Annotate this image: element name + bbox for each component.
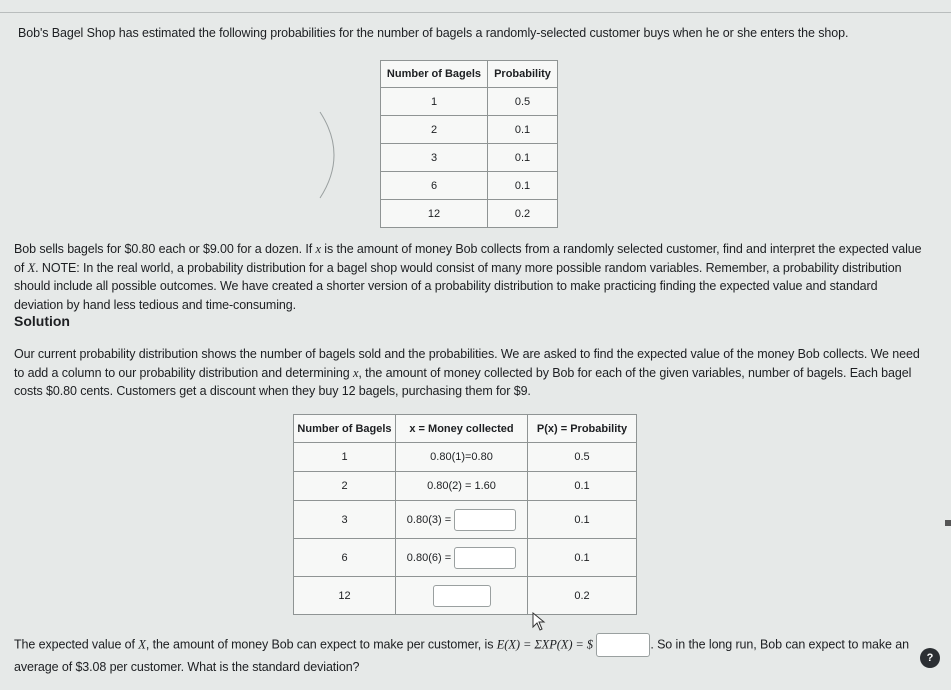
table2-cell: 12 xyxy=(294,577,396,615)
answer-input-12-bagels[interactable] xyxy=(433,585,491,607)
table1-cell: 2 xyxy=(381,116,488,144)
table-row xyxy=(294,501,637,539)
table2-cell: 0.80(2) = 1.60 xyxy=(396,472,528,501)
text-run: The expected value of xyxy=(14,637,139,652)
table1-cell: 0.1 xyxy=(488,172,558,200)
text-run: . NOTE: In the real world, a probability distribution for a bagel shop would consist of many more possible random variables. Remember, a probability distribution should include all possible outcomes. We have created a shorter version of a probability distribution to make practicing finding the expected value and standard deviation by hand less tedious and time-consuming. xyxy=(14,260,902,312)
table2-cell xyxy=(396,577,528,615)
table-row xyxy=(381,116,558,144)
variable-X: X xyxy=(138,637,146,652)
top-divider xyxy=(0,12,951,13)
scroll-marker xyxy=(945,520,951,526)
expected-value-text xyxy=(14,633,934,677)
answer-input-3-bagels[interactable] xyxy=(454,509,516,531)
variable-x: x xyxy=(315,242,321,256)
variable-X: X xyxy=(27,260,36,275)
bagel-probability-table xyxy=(380,60,558,228)
table-row xyxy=(381,144,558,172)
table2-cell: 6 xyxy=(294,539,396,577)
table-row xyxy=(381,172,558,200)
table2-cell: 0.5 xyxy=(528,443,637,472)
table1-cell: 0.1 xyxy=(488,116,558,144)
table2-header-probability: P(x) = Probability xyxy=(528,415,637,443)
solution-text xyxy=(14,345,924,401)
table-row xyxy=(381,200,558,228)
table-row xyxy=(294,443,637,472)
solution-heading: Solution xyxy=(14,313,70,329)
table1-cell: 6 xyxy=(381,172,488,200)
table1-cell: 0.5 xyxy=(488,88,558,116)
table2-cell: 0.1 xyxy=(528,501,637,539)
table2-cell: 0.2 xyxy=(528,577,637,615)
text-run: Bob sells bagels for $0.80 each or $9.00 for a dozen. If xyxy=(14,242,316,256)
mouse-pointer-icon xyxy=(532,612,548,632)
text-run: Our current probability distribution shows the number of bagels sold and the probabilities. We are asked to find the expected value of the money Bob collects. We need to add a column to our probability distribution and determining xyxy=(14,347,920,380)
expected-value-input[interactable] xyxy=(596,633,650,657)
table2-header-bagels: Number of Bagels xyxy=(294,415,396,443)
table2-cell: 0.1 xyxy=(528,472,637,501)
money-distribution-table xyxy=(293,414,637,615)
variable-x: x xyxy=(352,365,359,380)
problem-statement xyxy=(14,240,924,314)
money-expression: 0.80(3) = xyxy=(406,513,452,526)
text-run: . So in the long run, Bob can expect to make an average of $3.08 per customer. What is the standard deviation? xyxy=(14,637,909,674)
answer-input-6-bagels[interactable] xyxy=(454,547,516,569)
table1-cell: 0.1 xyxy=(488,144,558,172)
money-expression: 0.80(6) = xyxy=(406,551,452,564)
table2-header-money: x = Money collected xyxy=(396,415,528,443)
table1-cell: 1 xyxy=(381,88,488,116)
table1-cell: 0.2 xyxy=(488,200,558,228)
table2-cell xyxy=(396,501,528,539)
table1-cell: 3 xyxy=(381,144,488,172)
table2-cell: 0.1 xyxy=(528,539,637,577)
table1-cell: 12 xyxy=(381,200,488,228)
text-run: , the amount of money collected by Bob for each of the given variables, number of bagels. Each bagel costs $0.80 cents. Customers get a discount when they buy 12 bagels, purchasing them for $9. xyxy=(14,365,912,398)
table-row xyxy=(294,539,637,577)
expected-value-formula: E(X) = ΣXP(X) = $ xyxy=(496,637,593,652)
decorative-curve xyxy=(318,110,348,200)
text-run: , the amount of money Bob can expect to make per customer, is xyxy=(145,637,497,652)
table-row xyxy=(294,472,637,501)
table2-cell: 1 xyxy=(294,443,396,472)
table2-cell xyxy=(396,539,528,577)
text-run: is the amount of money Bob collects from a randomly selected customer, find and interpret the expected value of xyxy=(14,242,922,275)
table2-cell: 0.80(1)=0.80 xyxy=(396,443,528,472)
table-row xyxy=(294,577,637,615)
table1-header-probability: Probability xyxy=(488,61,558,88)
help-button[interactable]: ? xyxy=(920,648,940,668)
table-row xyxy=(381,88,558,116)
table1-header-bagels: Number of Bagels xyxy=(381,61,488,88)
table2-cell: 2 xyxy=(294,472,396,501)
intro-text: Bob's Bagel Shop has estimated the following probabilities for the number of bagels a randomly-selected customer buys when he or she enters the shop. xyxy=(18,26,849,40)
table2-cell: 3 xyxy=(294,501,396,539)
